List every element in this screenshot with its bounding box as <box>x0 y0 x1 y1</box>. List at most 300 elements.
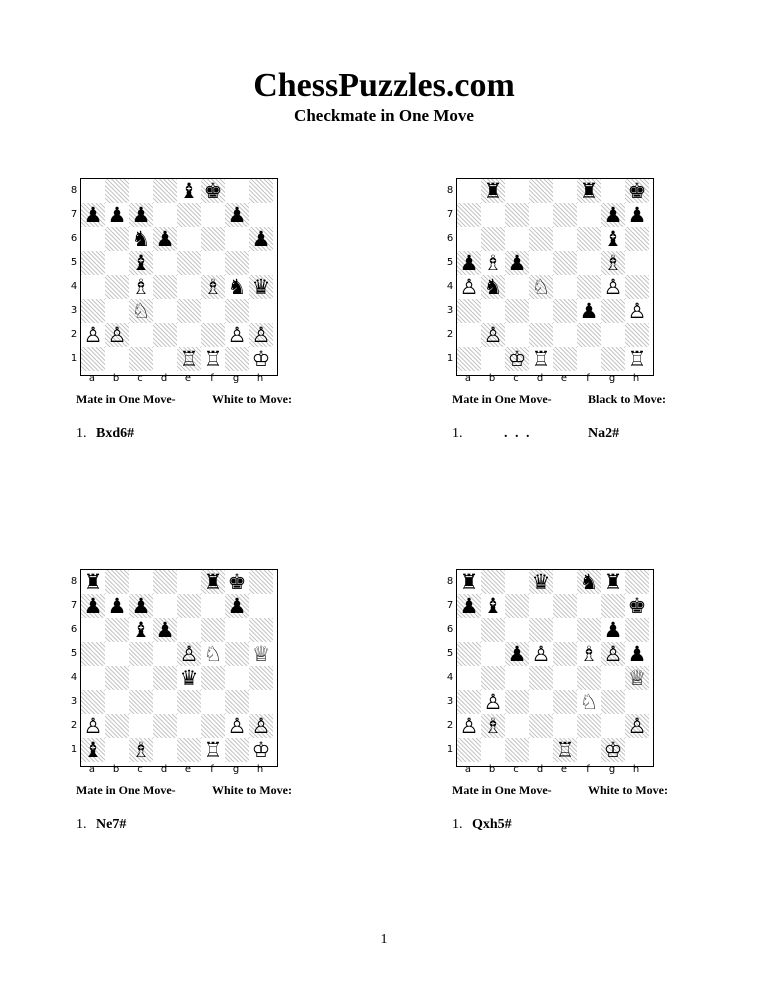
black-pawn-icon: ♟ <box>227 203 247 227</box>
square-a7 <box>81 203 105 227</box>
square-d8 <box>529 179 553 203</box>
square-g3 <box>225 690 249 714</box>
rank-label: 4 <box>446 281 454 292</box>
square-c5 <box>505 251 529 275</box>
square-b3 <box>105 299 129 323</box>
square-e6 <box>177 618 201 642</box>
square-b4 <box>105 275 129 299</box>
square-b4 <box>105 666 129 690</box>
square-a4 <box>457 666 481 690</box>
square-h7 <box>249 203 273 227</box>
file-label: a <box>88 373 96 384</box>
square-h2 <box>625 714 649 738</box>
black-pawn-icon: ♟ <box>627 203 647 227</box>
white-pawn-icon: ♙ <box>627 714 647 738</box>
file-label: g <box>608 764 616 775</box>
rank-label: 3 <box>446 696 454 707</box>
square-a8 <box>81 570 105 594</box>
square-g7 <box>601 203 625 227</box>
puzzle-3 <box>68 567 368 867</box>
file-label: a <box>464 373 472 384</box>
square-d6 <box>529 618 553 642</box>
square-e7 <box>177 594 201 618</box>
square-c6 <box>129 618 153 642</box>
black-queen-icon: ♛ <box>531 570 551 594</box>
square-g3 <box>225 299 249 323</box>
solution-move: Bxd6# <box>96 426 135 441</box>
square-d2 <box>529 714 553 738</box>
black-knight-icon: ♞ <box>483 275 503 299</box>
square-d7 <box>153 594 177 618</box>
square-c2 <box>505 714 529 738</box>
white-king-icon: ♔ <box>507 347 527 371</box>
square-a4 <box>457 275 481 299</box>
square-h1 <box>249 347 273 371</box>
black-bishop-icon: ♝ <box>131 618 151 642</box>
square-h4 <box>625 666 649 690</box>
square-h5 <box>249 251 273 275</box>
chessboard <box>456 569 654 767</box>
square-g5 <box>601 642 625 666</box>
black-knight-icon: ♞ <box>579 570 599 594</box>
file-label: f <box>586 373 590 384</box>
white-king-icon: ♔ <box>603 738 623 762</box>
square-b6 <box>481 227 505 251</box>
square-e2 <box>177 714 201 738</box>
square-f8 <box>577 570 601 594</box>
file-label: f <box>586 764 590 775</box>
white-pawn-icon: ♙ <box>459 275 479 299</box>
solution-move: Qxh5# <box>472 817 512 832</box>
black-king-icon: ♚ <box>227 570 247 594</box>
square-f4 <box>201 275 225 299</box>
square-d1 <box>529 347 553 371</box>
square-d6 <box>153 618 177 642</box>
black-king-icon: ♚ <box>627 594 647 618</box>
solution-move: Na2# <box>588 426 620 441</box>
black-pawn-icon: ♟ <box>579 299 599 323</box>
rank-label: 2 <box>70 329 78 340</box>
square-h4 <box>249 275 273 299</box>
square-d2 <box>153 323 177 347</box>
square-e4 <box>553 275 577 299</box>
rank-label: 7 <box>446 209 454 220</box>
square-e5 <box>177 642 201 666</box>
rank-label: 6 <box>70 233 78 244</box>
square-g7 <box>225 594 249 618</box>
square-b1 <box>481 347 505 371</box>
square-a8 <box>457 179 481 203</box>
square-d4 <box>529 275 553 299</box>
square-h1 <box>625 347 649 371</box>
file-label: h <box>632 764 640 775</box>
square-c4 <box>505 275 529 299</box>
black-rook-icon: ♜ <box>603 570 623 594</box>
square-f4 <box>577 275 601 299</box>
black-pawn-icon: ♟ <box>83 203 103 227</box>
square-a5 <box>81 642 105 666</box>
square-b8 <box>481 570 505 594</box>
square-d3 <box>153 690 177 714</box>
white-queen-icon: ♕ <box>627 666 647 690</box>
file-label: h <box>256 764 264 775</box>
square-e4 <box>553 666 577 690</box>
square-d1 <box>529 738 553 762</box>
white-pawn-icon: ♙ <box>251 714 271 738</box>
square-a1 <box>457 347 481 371</box>
white-bishop-icon: ♗ <box>603 251 623 275</box>
square-e8 <box>177 179 201 203</box>
square-d5 <box>153 251 177 275</box>
square-c2 <box>129 323 153 347</box>
square-g8 <box>601 570 625 594</box>
square-f8 <box>577 179 601 203</box>
square-f5 <box>201 251 225 275</box>
square-g7 <box>601 594 625 618</box>
white-rook-icon: ♖ <box>555 738 575 762</box>
black-bishop-icon: ♝ <box>131 251 151 275</box>
square-h2 <box>249 323 273 347</box>
black-pawn-icon: ♟ <box>107 594 127 618</box>
rank-label: 6 <box>70 624 78 635</box>
square-f8 <box>201 570 225 594</box>
puzzle-4 <box>444 567 744 867</box>
move-number: 1. <box>452 817 463 832</box>
square-b2 <box>481 323 505 347</box>
square-g1 <box>225 738 249 762</box>
square-g6 <box>225 227 249 251</box>
rank-label: 1 <box>70 353 78 364</box>
square-a3 <box>457 690 481 714</box>
rank-label: 3 <box>446 305 454 316</box>
black-king-icon: ♚ <box>627 179 647 203</box>
puzzle-caption: Mate in One Move- <box>76 783 176 797</box>
square-a6 <box>81 227 105 251</box>
file-label: f <box>210 373 214 384</box>
square-h4 <box>625 275 649 299</box>
white-bishop-icon: ♗ <box>203 275 223 299</box>
white-pawn-icon: ♙ <box>83 714 103 738</box>
rank-label: 5 <box>70 257 78 268</box>
black-pawn-icon: ♟ <box>155 227 175 251</box>
black-bishop-icon: ♝ <box>483 594 503 618</box>
square-d3 <box>529 299 553 323</box>
rank-label: 3 <box>70 696 78 707</box>
white-pawn-icon: ♙ <box>107 323 127 347</box>
square-a7 <box>81 594 105 618</box>
square-d8 <box>153 570 177 594</box>
black-queen-icon: ♛ <box>179 666 199 690</box>
square-b6 <box>481 618 505 642</box>
white-pawn-icon: ♙ <box>179 642 199 666</box>
black-pawn-icon: ♟ <box>227 594 247 618</box>
square-d6 <box>153 227 177 251</box>
black-knight-icon: ♞ <box>227 275 247 299</box>
square-d2 <box>153 714 177 738</box>
black-pawn-icon: ♟ <box>507 251 527 275</box>
chessboard <box>80 569 278 767</box>
square-h3 <box>249 690 273 714</box>
white-knight-icon: ♘ <box>131 299 151 323</box>
white-rook-icon: ♖ <box>179 347 199 371</box>
square-a4 <box>81 666 105 690</box>
square-a4 <box>81 275 105 299</box>
square-a1 <box>81 347 105 371</box>
square-b8 <box>481 179 505 203</box>
square-d1 <box>153 347 177 371</box>
square-g3 <box>601 299 625 323</box>
square-g1 <box>225 347 249 371</box>
square-a3 <box>457 299 481 323</box>
square-h3 <box>249 299 273 323</box>
file-label: d <box>536 764 544 775</box>
black-pawn-icon: ♟ <box>627 642 647 666</box>
square-e6 <box>177 227 201 251</box>
square-e7 <box>177 203 201 227</box>
white-pawn-icon: ♙ <box>531 642 551 666</box>
puzzle-caption: Mate in One Move- <box>452 392 552 406</box>
square-d4 <box>153 275 177 299</box>
square-d8 <box>529 570 553 594</box>
square-a5 <box>457 642 481 666</box>
black-bishop-icon: ♝ <box>603 227 623 251</box>
rank-label: 1 <box>70 744 78 755</box>
file-labels <box>456 763 652 777</box>
white-pawn-icon: ♙ <box>227 714 247 738</box>
square-c8 <box>505 179 529 203</box>
square-e1 <box>553 347 577 371</box>
black-rook-icon: ♜ <box>83 570 103 594</box>
black-pawn-icon: ♟ <box>459 594 479 618</box>
rank-label: 5 <box>446 648 454 659</box>
square-f3 <box>201 690 225 714</box>
rank-label: 4 <box>446 672 454 683</box>
white-pawn-icon: ♙ <box>483 323 503 347</box>
square-f2 <box>577 714 601 738</box>
square-g5 <box>601 251 625 275</box>
chess-diagram <box>68 176 280 388</box>
square-h1 <box>625 738 649 762</box>
square-g5 <box>225 642 249 666</box>
file-label: e <box>560 764 568 775</box>
square-b4 <box>481 275 505 299</box>
file-label: g <box>232 764 240 775</box>
square-f2 <box>201 323 225 347</box>
square-a6 <box>81 618 105 642</box>
square-c1 <box>129 738 153 762</box>
square-a8 <box>81 179 105 203</box>
square-d3 <box>153 299 177 323</box>
square-b2 <box>481 714 505 738</box>
square-f3 <box>577 690 601 714</box>
square-b5 <box>481 642 505 666</box>
square-g4 <box>225 666 249 690</box>
square-f2 <box>201 714 225 738</box>
square-f6 <box>201 227 225 251</box>
file-label: b <box>488 764 496 775</box>
rank-label: 2 <box>70 720 78 731</box>
rank-label: 1 <box>446 744 454 755</box>
black-pawn-icon: ♟ <box>155 618 175 642</box>
chess-diagram <box>444 176 656 388</box>
square-c7 <box>505 203 529 227</box>
white-king-icon: ♔ <box>251 738 271 762</box>
square-f4 <box>577 666 601 690</box>
black-pawn-icon: ♟ <box>603 203 623 227</box>
file-label: h <box>256 373 264 384</box>
white-bishop-icon: ♗ <box>131 738 151 762</box>
square-e5 <box>553 642 577 666</box>
rank-label: 8 <box>70 185 78 196</box>
black-pawn-icon: ♟ <box>603 618 623 642</box>
square-b5 <box>105 251 129 275</box>
white-bishop-icon: ♗ <box>579 642 599 666</box>
square-g5 <box>225 251 249 275</box>
square-h8 <box>625 179 649 203</box>
square-c2 <box>505 323 529 347</box>
file-label: e <box>184 764 192 775</box>
square-g3 <box>601 690 625 714</box>
file-label: e <box>184 373 192 384</box>
square-f4 <box>201 666 225 690</box>
square-g7 <box>225 203 249 227</box>
square-d4 <box>153 666 177 690</box>
white-pawn-icon: ♙ <box>83 323 103 347</box>
square-e2 <box>177 323 201 347</box>
puzzle-caption: Mate in One Move- <box>76 392 176 406</box>
file-label: c <box>513 373 519 384</box>
square-d5 <box>153 642 177 666</box>
square-a1 <box>81 738 105 762</box>
file-label: b <box>488 373 496 384</box>
side-to-move: White to Move: <box>212 783 292 797</box>
file-label: c <box>137 764 143 775</box>
square-c1 <box>505 347 529 371</box>
square-a7 <box>457 203 481 227</box>
square-d6 <box>529 227 553 251</box>
black-rook-icon: ♜ <box>483 179 503 203</box>
square-c7 <box>129 203 153 227</box>
square-b7 <box>481 594 505 618</box>
square-c8 <box>505 570 529 594</box>
square-c5 <box>129 251 153 275</box>
square-h2 <box>625 323 649 347</box>
white-knight-icon: ♘ <box>203 642 223 666</box>
file-labels <box>80 763 276 777</box>
square-e1 <box>177 738 201 762</box>
square-h7 <box>249 594 273 618</box>
rank-label: 8 <box>70 576 78 587</box>
square-d7 <box>529 594 553 618</box>
square-e2 <box>553 323 577 347</box>
square-e8 <box>177 570 201 594</box>
square-f3 <box>201 299 225 323</box>
rank-label: 5 <box>70 648 78 659</box>
square-f7 <box>201 594 225 618</box>
white-rook-icon: ♖ <box>531 347 551 371</box>
square-f6 <box>577 227 601 251</box>
square-c6 <box>505 618 529 642</box>
square-c5 <box>505 642 529 666</box>
square-g8 <box>601 179 625 203</box>
square-f1 <box>201 347 225 371</box>
solution-line <box>452 426 620 442</box>
square-b2 <box>105 323 129 347</box>
square-g2 <box>225 714 249 738</box>
square-b1 <box>481 738 505 762</box>
black-pawn-icon: ♟ <box>459 251 479 275</box>
square-a2 <box>81 323 105 347</box>
square-a5 <box>457 251 481 275</box>
rank-label: 6 <box>446 233 454 244</box>
square-f7 <box>577 594 601 618</box>
white-pawn-icon: ♙ <box>227 323 247 347</box>
square-g4 <box>601 275 625 299</box>
square-g1 <box>601 347 625 371</box>
puzzle-caption: Mate in One Move- <box>452 783 552 797</box>
square-f2 <box>577 323 601 347</box>
rank-label: 5 <box>446 257 454 268</box>
black-rook-icon: ♜ <box>579 179 599 203</box>
square-e1 <box>553 738 577 762</box>
file-label: e <box>560 373 568 384</box>
square-d5 <box>529 251 553 275</box>
white-pawn-icon: ♙ <box>459 714 479 738</box>
square-h6 <box>625 618 649 642</box>
square-d2 <box>529 323 553 347</box>
white-bishop-icon: ♗ <box>483 714 503 738</box>
square-f1 <box>577 738 601 762</box>
file-labels <box>456 372 652 386</box>
square-d1 <box>153 738 177 762</box>
square-b7 <box>105 594 129 618</box>
square-d5 <box>529 642 553 666</box>
file-label: b <box>112 764 120 775</box>
square-d7 <box>153 203 177 227</box>
file-label: d <box>160 764 168 775</box>
page-number: 1 <box>380 932 388 947</box>
square-c6 <box>505 227 529 251</box>
square-a2 <box>81 714 105 738</box>
square-c2 <box>129 714 153 738</box>
square-e5 <box>177 251 201 275</box>
square-b3 <box>481 299 505 323</box>
chessboard <box>80 178 278 376</box>
file-label: d <box>536 373 544 384</box>
puzzle-2 <box>444 176 744 476</box>
square-g1 <box>601 738 625 762</box>
page-title: ChessPuzzles.com <box>253 67 515 104</box>
rank-label: 2 <box>446 329 454 340</box>
square-d7 <box>529 203 553 227</box>
chessboard <box>456 178 654 376</box>
solution-move: Ne7# <box>96 817 127 832</box>
black-pawn-icon: ♟ <box>507 642 527 666</box>
black-pawn-icon: ♟ <box>251 227 271 251</box>
file-label: g <box>232 373 240 384</box>
white-bishop-icon: ♗ <box>131 275 151 299</box>
square-b3 <box>481 690 505 714</box>
square-c3 <box>129 690 153 714</box>
square-a3 <box>81 690 105 714</box>
file-label: c <box>137 373 143 384</box>
white-pawn-icon: ♙ <box>627 299 647 323</box>
square-f6 <box>201 618 225 642</box>
square-a2 <box>457 714 481 738</box>
square-b5 <box>481 251 505 275</box>
square-b2 <box>105 714 129 738</box>
square-g4 <box>225 275 249 299</box>
